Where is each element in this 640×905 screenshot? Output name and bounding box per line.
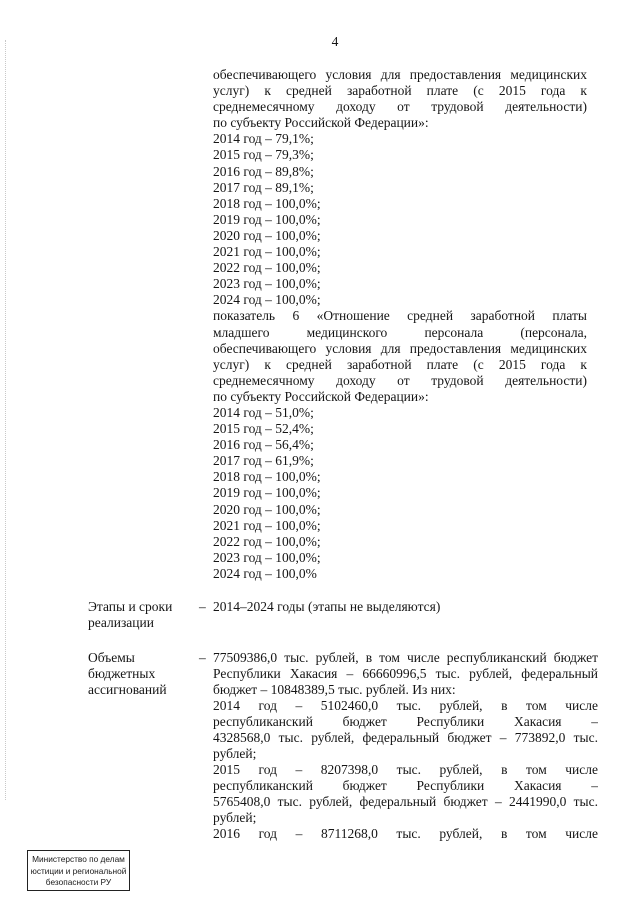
funding-line: республиканский бюджет Республики Хакасия –: [213, 714, 598, 729]
indicator6-line: младшего медицинского персонала (персонала,: [213, 324, 587, 340]
scan-edge: [5, 40, 6, 800]
stages-value: [213, 599, 598, 615]
stages-label: [88, 599, 198, 631]
funding-dash: –: [199, 650, 206, 665]
indicator5-value: 2018 год – 100,0%;: [213, 195, 321, 211]
indicator6-line: услуг) к средней заработной плате (с 2015 года к: [213, 356, 587, 372]
funding-label-line: бюджетных: [88, 666, 156, 681]
indicator5-value: 2020 год – 100,0%;: [213, 227, 321, 243]
indicator6-value: 2016 год – 56,4%;: [213, 437, 314, 453]
page-number: 4: [331, 34, 339, 49]
stamp-line: Министерство по делам: [32, 854, 125, 864]
funding-label-line: Объемы: [88, 650, 135, 665]
indicator5-value: 2023 год – 100,0%;: [213, 276, 321, 292]
indicator5-value: 2019 год – 100,0%;: [213, 211, 321, 227]
indicators-text: [213, 67, 587, 582]
indicator6-value: 2024 год – 100,0%: [213, 565, 317, 581]
funding-line: 77509386,0 тыс. рублей, в том числе республиканский бюджет: [213, 650, 598, 665]
stages-label-line: Этапы и сроки: [88, 599, 173, 614]
indicator6-line: обеспечивающего условия для предоставления медицинских: [213, 340, 587, 356]
indicator5-line: услуг) к средней заработной плате (с 2015 года к: [213, 83, 587, 99]
stamp-line: юстиции и региональной: [30, 865, 127, 876]
indicator5-line: обеспечивающего условия для предоставления медицинских: [213, 67, 587, 82]
funding-line: рублей;: [213, 810, 257, 825]
funding-line: 2016 год – 8711268,0 тыс. рублей, в том числе: [213, 826, 598, 841]
indicator6-value: 2017 год – 61,9%;: [213, 453, 314, 469]
funding-label-line: ассигнований: [88, 682, 167, 697]
indicator5-value: 2021 год – 100,0%;: [213, 244, 321, 260]
stages-dash: –: [199, 599, 206, 614]
stages-label-line: реализации: [88, 615, 154, 630]
indicator5-value: 2024 год – 100,0%;: [213, 292, 321, 308]
stages-value-line: 2014–2024 годы (этапы не выделяются): [213, 599, 441, 614]
indicator6-line: по субъекту Российской Федерации»:: [213, 388, 429, 404]
funding-line: 4328568,0 тыс. рублей, федеральный бюджет – 773892,0 тыс.: [213, 730, 598, 745]
funding-label: [88, 650, 198, 698]
indicator6-value: 2022 год – 100,0%;: [213, 533, 321, 549]
indicator6-line: показатель 6 «Отношение средней заработной платы: [213, 308, 587, 324]
funding-line: Республики Хакасия – 66660996,5 тыс. рублей, федеральный: [213, 666, 598, 681]
indicator5-line: среднемесячному доходу от трудовой деятельности): [213, 99, 587, 115]
indicator6-value: 2019 год – 100,0%;: [213, 485, 321, 501]
funding-line: рублей;: [213, 746, 257, 761]
indicator6-value: 2020 год – 100,0%;: [213, 501, 321, 517]
indicator6-line: среднемесячному доходу от трудовой деятельности): [213, 372, 587, 388]
indicator6-value: 2023 год – 100,0%;: [213, 549, 321, 565]
funding-line: 2014 год – 5102460,0 тыс. рублей, в том числе: [213, 698, 598, 713]
indicator5-value: 2015 год – 79,3%;: [213, 147, 314, 163]
funding-line: 2015 год – 8207398,0 тыс. рублей, в том числе: [213, 762, 598, 777]
stamp-line: безопасности РУ: [45, 877, 112, 887]
indicator6-value: 2015 год – 52,4%;: [213, 421, 314, 437]
ministry-stamp: [27, 850, 130, 891]
indicator5-line: по субъекту Российской Федерации»:: [213, 115, 429, 131]
funding-line: 5765408,0 тыс. рублей, федеральный бюджет – 2441990,0 тыс.: [213, 794, 598, 809]
indicator5-value: 2022 год – 100,0%;: [213, 260, 321, 276]
indicator5-value: 2016 год – 89,8%;: [213, 163, 314, 179]
indicator6-value: 2021 год – 100,0%;: [213, 517, 321, 533]
funding-line: бюджет – 10848389,5 тыс. рублей. Из них:: [213, 682, 456, 697]
indicator5-value: 2017 год – 89,1%;: [213, 179, 314, 195]
indicator5-value: 2014 год – 79,1%;: [213, 131, 314, 147]
indicator6-value: 2014 год – 51,0%;: [213, 404, 314, 420]
indicator6-value: 2018 год – 100,0%;: [213, 469, 321, 485]
funding-text: [213, 650, 598, 842]
funding-line: республиканский бюджет Республики Хакасия –: [213, 778, 598, 793]
